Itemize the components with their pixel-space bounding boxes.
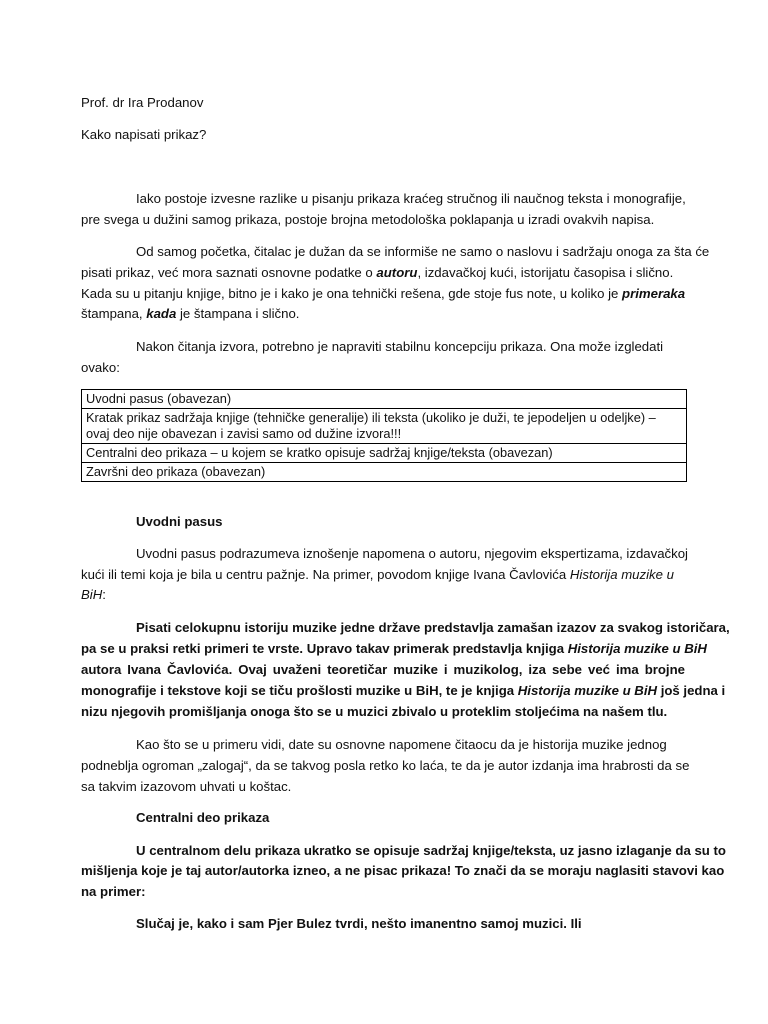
outline-row [82, 463, 687, 482]
example-line-1: Pisati celokupnu istoriju muzike jedne države predstavlja zamašan izazov za svakog istoričara, [136, 620, 730, 635]
after-line-2: podneblja ogroman „zalogaj“, da se takvog posla retko ko laća, te da je autor izdanja ima hrabrosti da se [81, 758, 690, 773]
example-line-5: nizu njegovih promišljanja onoga što se u muzici zbivalo u proteklim stoljećima na našem tlu. [81, 704, 668, 719]
intro-line-1: Iako postoje izvesne razlike u pisanju prikaza kraćeg stručnog ili naučnog teksta i monografije, [136, 191, 686, 206]
section-heading-central: Centralni deo prikaza [136, 810, 270, 825]
emphasis-primeraka: primeraka [622, 286, 686, 301]
author-line: Prof. dr Ira Prodanov [81, 95, 204, 110]
document-title: Kako napisati prikaz? [81, 127, 207, 142]
para2-line-1: Od samog početka, čitalac je dužan da se informiše ne samo o naslovu i sadržaju onoga za šta će [136, 244, 710, 259]
outline-cell: Uvodni pasus (obavezan) [82, 390, 687, 409]
after-line-1: Kao što se u primeru vidi, date su osnovne napomene čitaocu da je historija muzike jednog [136, 737, 667, 752]
intro-section-line-3: BiH: [81, 587, 106, 602]
outline-cell: Centralni deo prikaza – u kojem se kratko opisuje sadržaj knjige/teksta (obavezan) [82, 444, 687, 463]
intro-section-line-2: kući ili temi koja je bila u centru pažnje. Na primer, povodom knjige Ivana Čavlovića Historija muzike u [81, 567, 674, 582]
example-line-2: pa se u praksi retki primeri te vrste. Upravo takav primerak predstavlja knjiga Historija muzike u BiH [81, 641, 707, 656]
para2-line-2: pisati prikaz, već mora saznati osnovne podatke o autoru, izdavačkoj kući, istorijatu časopisa i slično. [81, 265, 674, 280]
section-heading-intro: Uvodni pasus [136, 514, 223, 529]
central-line-1: U centralnom delu prikaza ukratko se opisuje sadržaj knjige/teksta, uz jasno izlaganje da su to [136, 843, 726, 858]
outline-table [81, 389, 687, 482]
outline-row [82, 409, 687, 444]
para2-line-3: Kada su u pitanju knjige, bitno je i kako je ona tehnički rešena, gde stoje fus note, u koliko je primeraka [81, 286, 686, 301]
emphasis-autoru: autoru [376, 265, 418, 280]
central-quote: Slučaj je, kako i sam Pjer Bulez tvrdi, nešto imanentno samoj muzici. Ili [136, 916, 582, 931]
central-line-3: na primer: [81, 884, 146, 899]
para3-line-2: ovako: [81, 360, 120, 375]
intro-line-2: pre svega u dužini samog prikaza, postoje brojna metodološka poklapanja u izradi ovakvih napisa. [81, 212, 655, 227]
outline-row [82, 390, 687, 409]
example-line-4: monografije i tekstove koji se tiču prošlosti muzike u BiH, te je knjiga Historija muzike u BiH još jedna i [81, 683, 726, 698]
outline-cell: Završni deo prikaza (obavezan) [82, 463, 687, 482]
intro-section-line-1: Uvodni pasus podrazumeva iznošenje napomena o autoru, njegovim ekspertizama, izdavačkoj [136, 546, 688, 561]
central-line-2: mišljenja koje je taj autor/autorka izneo, a ne pisac prikaza! To znači da se moraju naglasiti stavovi kao [81, 863, 725, 878]
emphasis-kada: kada [146, 306, 177, 321]
after-line-3: sa takvim izazovom uhvati u koštac. [81, 779, 292, 794]
para3-line-1: Nakon čitanja izvora, potrebno je napraviti stabilnu koncepciju prikaza. Ona može izgledati [136, 339, 664, 354]
example-line-3: autora Ivana Čavlovića. Ovaj uvaženi teoretičar muzike i muzikolog, iza sebe već ima brojne [81, 662, 685, 677]
outline-row [82, 444, 687, 463]
outline-cell: Kratak prikaz sadržaja knjige (tehničke generalije) ili teksta (ukoliko je duži, te jepodeljen u odeljke) – ovaj deo nije obavezan i zavisi samo od dužine izvora!!! [82, 409, 687, 444]
para2-line-4: štampana, kada je štampana i slično. [81, 306, 300, 321]
